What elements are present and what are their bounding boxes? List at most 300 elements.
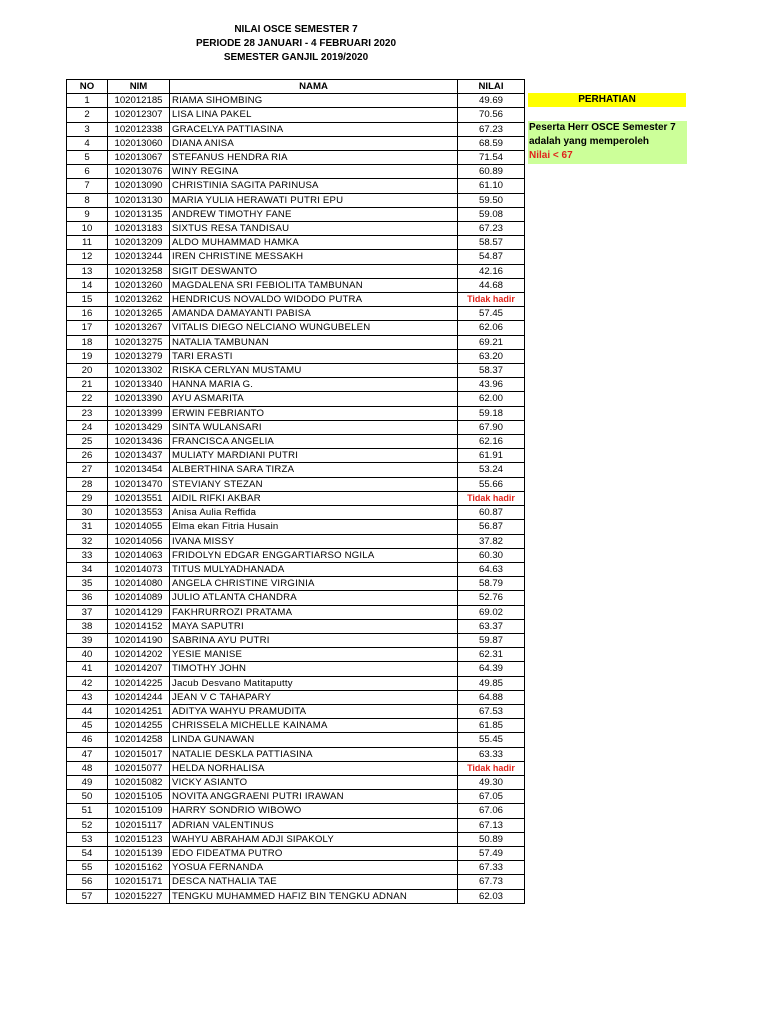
student-name: JEAN V C TAHAPARY <box>170 690 458 704</box>
student-name: IREN CHRISTINE MESSAKH <box>170 250 458 264</box>
grade-value: 68.59 <box>458 136 525 150</box>
student-id: 102014244 <box>108 690 170 704</box>
student-name: NATALIA TAMBUNAN <box>170 335 458 349</box>
grade-value: 50.89 <box>458 832 525 846</box>
row-number: 21 <box>67 378 108 392</box>
grade-value: 56.87 <box>458 520 525 534</box>
grade-value: Tidak hadir <box>458 491 525 505</box>
row-number: 9 <box>67 207 108 221</box>
grade-value: 37.82 <box>458 534 525 548</box>
student-name: DESCA NATHALIA TAE <box>170 875 458 889</box>
table-row <box>67 136 525 150</box>
student-id: 102015117 <box>108 818 170 832</box>
grade-value: 62.03 <box>458 889 525 903</box>
student-id: 102014207 <box>108 662 170 676</box>
row-number: 48 <box>67 761 108 775</box>
row-number: 4 <box>67 136 108 150</box>
student-name: MAGDALENA SRI FEBIOLITA TAMBUNAN <box>170 278 458 292</box>
student-name: NATALIE DESKLA PATTIASINA <box>170 747 458 761</box>
student-name: CHRISSELA MICHELLE KAINAMA <box>170 719 458 733</box>
table-row <box>67 761 525 775</box>
student-name: YESIE MANISE <box>170 648 458 662</box>
grade-value: 60.89 <box>458 165 525 179</box>
table-row <box>67 889 525 903</box>
grade-value: 67.73 <box>458 875 525 889</box>
table-row <box>67 321 525 335</box>
column-header-nim: NIM <box>108 80 170 94</box>
row-number: 24 <box>67 420 108 434</box>
student-id: 102013302 <box>108 364 170 378</box>
grade-value: 43.96 <box>458 378 525 392</box>
student-id: 102012338 <box>108 122 170 136</box>
table-row <box>67 804 525 818</box>
table-row <box>67 846 525 860</box>
row-number: 5 <box>67 151 108 165</box>
grade-value: 67.90 <box>458 420 525 434</box>
table-row <box>67 605 525 619</box>
row-number: 47 <box>67 747 108 761</box>
table-row <box>67 463 525 477</box>
table-row <box>67 577 525 591</box>
table-row <box>67 349 525 363</box>
grade-value: 53.24 <box>458 463 525 477</box>
row-number: 19 <box>67 349 108 363</box>
student-id: 102015082 <box>108 775 170 789</box>
student-name: ANGELA CHRISTINE VIRGINIA <box>170 577 458 591</box>
table-row <box>67 648 525 662</box>
row-number: 32 <box>67 534 108 548</box>
table-row <box>67 477 525 491</box>
table-row <box>67 506 525 520</box>
student-id: 102015109 <box>108 804 170 818</box>
row-number: 55 <box>67 861 108 875</box>
grade-value: 67.23 <box>458 222 525 236</box>
grade-value: 62.31 <box>458 648 525 662</box>
student-id: 102014258 <box>108 733 170 747</box>
student-name: HENDRICUS NOVALDO WIDODO PUTRA <box>170 293 458 307</box>
table-row <box>67 378 525 392</box>
grade-value: Tidak hadir <box>458 293 525 307</box>
table-row <box>67 690 525 704</box>
table-row <box>67 747 525 761</box>
table-row <box>67 250 525 264</box>
table-row <box>67 420 525 434</box>
student-name: MULIATY MARDIANI PUTRI <box>170 449 458 463</box>
grade-value: 52.76 <box>458 591 525 605</box>
student-name: AYU ASMARITA <box>170 392 458 406</box>
grade-value: Tidak hadir <box>458 761 525 775</box>
notice-title: PERHATIAN <box>528 93 686 107</box>
student-id: 102013076 <box>108 165 170 179</box>
student-name: HANNA MARIA G. <box>170 378 458 392</box>
table-row <box>67 676 525 690</box>
student-id: 102013267 <box>108 321 170 335</box>
student-id: 102015171 <box>108 875 170 889</box>
student-id: 102013340 <box>108 378 170 392</box>
table-row <box>67 520 525 534</box>
student-name: IVANA MISSY <box>170 534 458 548</box>
student-name: ADITYA WAHYU PRAMUDITA <box>170 704 458 718</box>
grade-value: 59.08 <box>458 207 525 221</box>
row-number: 50 <box>67 790 108 804</box>
table-row <box>67 562 525 576</box>
grade-value: 67.13 <box>458 818 525 832</box>
student-name: JULIO ATLANTA CHANDRA <box>170 591 458 605</box>
student-name: FRANCISCA ANGELIA <box>170 435 458 449</box>
table-row <box>67 449 525 463</box>
student-name: TIMOTHY JOHN <box>170 662 458 676</box>
grade-value: 42.16 <box>458 264 525 278</box>
student-name: YOSUA FERNANDA <box>170 861 458 875</box>
row-number: 1 <box>67 94 108 108</box>
table-row <box>67 165 525 179</box>
grade-value: 64.63 <box>458 562 525 576</box>
table-row <box>67 207 525 221</box>
grade-value: 62.06 <box>458 321 525 335</box>
student-name: VICKY ASIANTO <box>170 775 458 789</box>
student-id: 102013135 <box>108 207 170 221</box>
student-id: 102013551 <box>108 491 170 505</box>
row-number: 37 <box>67 605 108 619</box>
student-id: 102012185 <box>108 94 170 108</box>
grade-value: 55.45 <box>458 733 525 747</box>
student-id: 102015162 <box>108 861 170 875</box>
row-number: 28 <box>67 477 108 491</box>
row-number: 40 <box>67 648 108 662</box>
student-name: WINY REGINA <box>170 165 458 179</box>
table-row <box>67 775 525 789</box>
student-name: SIGIT DESWANTO <box>170 264 458 278</box>
table-row <box>67 151 525 165</box>
row-number: 41 <box>67 662 108 676</box>
student-id: 102014055 <box>108 520 170 534</box>
row-number: 54 <box>67 846 108 860</box>
row-number: 46 <box>67 733 108 747</box>
grade-value: 54.87 <box>458 250 525 264</box>
grade-value: 59.87 <box>458 633 525 647</box>
student-name: LISA LINA PAKEL <box>170 108 458 122</box>
grade-value: 49.69 <box>458 94 525 108</box>
row-number: 11 <box>67 236 108 250</box>
student-id: 102013399 <box>108 406 170 420</box>
row-number: 2 <box>67 108 108 122</box>
row-number: 6 <box>67 165 108 179</box>
table-row <box>67 406 525 420</box>
student-id: 102013067 <box>108 151 170 165</box>
table-row <box>67 818 525 832</box>
grade-value: 63.33 <box>458 747 525 761</box>
table-row <box>67 179 525 193</box>
student-id: 102015017 <box>108 747 170 761</box>
row-number: 15 <box>67 293 108 307</box>
table-row <box>67 534 525 548</box>
student-name: CHRISTINIA SAGITA PARINUSA <box>170 179 458 193</box>
row-number: 38 <box>67 619 108 633</box>
student-id: 102013130 <box>108 193 170 207</box>
table-row <box>67 548 525 562</box>
grade-value: 67.05 <box>458 790 525 804</box>
student-name: NOVITA ANGGRAENI PUTRI IRAWAN <box>170 790 458 804</box>
student-name: VITALIS DIEGO NELCIANO WUNGUBELEN <box>170 321 458 335</box>
grade-value: 57.45 <box>458 307 525 321</box>
student-name: ALBERTHINA SARA TIRZA <box>170 463 458 477</box>
row-number: 56 <box>67 875 108 889</box>
student-id: 102013436 <box>108 435 170 449</box>
row-number: 36 <box>67 591 108 605</box>
row-number: 45 <box>67 719 108 733</box>
grades-table <box>66 79 525 904</box>
row-number: 10 <box>67 222 108 236</box>
student-name: MARIA YULIA HERAWATI PUTRI EPU <box>170 193 458 207</box>
row-number: 35 <box>67 577 108 591</box>
student-id: 102015077 <box>108 761 170 775</box>
student-id: 102015123 <box>108 832 170 846</box>
document-header <box>150 23 442 65</box>
grade-value: 60.30 <box>458 548 525 562</box>
table-header-row <box>67 80 525 94</box>
row-number: 13 <box>67 264 108 278</box>
grade-value: 67.53 <box>458 704 525 718</box>
column-header-nama: NAMA <box>170 80 458 94</box>
table-row <box>67 307 525 321</box>
table-row <box>67 108 525 122</box>
student-name: EDO FIDEATMA PUTRO <box>170 846 458 860</box>
grade-value: 69.02 <box>458 605 525 619</box>
row-number: 33 <box>67 548 108 562</box>
row-number: 23 <box>67 406 108 420</box>
column-header-nilai: NILAI <box>458 80 525 94</box>
student-id: 102014202 <box>108 648 170 662</box>
student-id: 102013258 <box>108 264 170 278</box>
row-number: 52 <box>67 818 108 832</box>
row-number: 29 <box>67 491 108 505</box>
student-id: 102015105 <box>108 790 170 804</box>
column-header-no: NO <box>67 80 108 94</box>
grade-value: 67.33 <box>458 861 525 875</box>
student-id: 102013470 <box>108 477 170 491</box>
row-number: 39 <box>67 633 108 647</box>
notice-line-1: Peserta Herr OSCE Semester 7 <box>529 122 676 133</box>
student-id: 102013183 <box>108 222 170 236</box>
table-row <box>67 335 525 349</box>
row-number: 20 <box>67 364 108 378</box>
row-number: 22 <box>67 392 108 406</box>
grade-value: 61.10 <box>458 179 525 193</box>
row-number: 30 <box>67 506 108 520</box>
grade-value: 64.88 <box>458 690 525 704</box>
student-name: FRIDOLYN EDGAR ENGGARTIARSO NGILA <box>170 548 458 562</box>
grade-value: 58.57 <box>458 236 525 250</box>
student-id: 102013454 <box>108 463 170 477</box>
table-row <box>67 790 525 804</box>
header-semester: SEMESTER GANJIL 2019/2020 <box>223 52 369 63</box>
student-id: 102013275 <box>108 335 170 349</box>
student-id: 102014056 <box>108 534 170 548</box>
student-name: TENGKU MUHAMMED HAFIZ BIN TENGKU ADNAN <box>170 889 458 903</box>
grade-value: 59.18 <box>458 406 525 420</box>
student-id: 102013060 <box>108 136 170 150</box>
table-row <box>67 861 525 875</box>
student-id: 102013260 <box>108 278 170 292</box>
student-name: DIANA ANISA <box>170 136 458 150</box>
student-name: GRACELYA PATTIASINA <box>170 122 458 136</box>
table-row <box>67 662 525 676</box>
student-id: 102013437 <box>108 449 170 463</box>
student-name: SINTA WULANSARI <box>170 420 458 434</box>
student-id: 102014063 <box>108 548 170 562</box>
student-name: SIXTUS RESA TANDISAU <box>170 222 458 236</box>
student-name: RIAMA SIHOMBING <box>170 94 458 108</box>
row-number: 27 <box>67 463 108 477</box>
student-id: 102013209 <box>108 236 170 250</box>
row-number: 12 <box>67 250 108 264</box>
student-name: STEFANUS HENDRA RIA <box>170 151 458 165</box>
student-id: 102014255 <box>108 719 170 733</box>
row-number: 3 <box>67 122 108 136</box>
row-number: 8 <box>67 193 108 207</box>
grade-value: 58.79 <box>458 577 525 591</box>
table-row <box>67 733 525 747</box>
grade-value: 61.85 <box>458 719 525 733</box>
student-id: 102012307 <box>108 108 170 122</box>
header-title: NILAI OSCE SEMESTER 7 <box>234 24 358 35</box>
student-id: 102015227 <box>108 889 170 903</box>
student-name: HARRY SONDRIO WIBOWO <box>170 804 458 818</box>
student-id: 102013279 <box>108 349 170 363</box>
row-number: 25 <box>67 435 108 449</box>
student-name: RISKA CERLYAN MUSTAMU <box>170 364 458 378</box>
grade-value: 58.37 <box>458 364 525 378</box>
row-number: 44 <box>67 704 108 718</box>
table-row <box>67 293 525 307</box>
grade-value: 67.23 <box>458 122 525 136</box>
table-row <box>67 122 525 136</box>
table-row <box>67 392 525 406</box>
table-row <box>67 193 525 207</box>
student-id: 102014190 <box>108 633 170 647</box>
grade-value: 62.00 <box>458 392 525 406</box>
row-number: 31 <box>67 520 108 534</box>
student-id: 102013429 <box>108 420 170 434</box>
student-name: ALDO MUHAMMAD HAMKA <box>170 236 458 250</box>
grade-value: 59.50 <box>458 193 525 207</box>
student-name: TARI ERASTI <box>170 349 458 363</box>
student-name: Elma ekan Fitria Husain <box>170 520 458 534</box>
student-name: ERWIN FEBRIANTO <box>170 406 458 420</box>
header-period: PERIODE 28 JANUARI - 4 FEBRUARI 2020 <box>195 38 397 49</box>
student-id: 102013090 <box>108 179 170 193</box>
student-id: 102013390 <box>108 392 170 406</box>
student-id: 102014129 <box>108 605 170 619</box>
row-number: 34 <box>67 562 108 576</box>
student-name: FAKHRURROZI PRATAMA <box>170 605 458 619</box>
student-name: Jacub Desvano Matitaputty <box>170 676 458 690</box>
student-id: 102014251 <box>108 704 170 718</box>
table-row <box>67 236 525 250</box>
table-row <box>67 435 525 449</box>
grade-value: 67.06 <box>458 804 525 818</box>
student-id: 102014089 <box>108 591 170 605</box>
table-row <box>67 364 525 378</box>
table-row <box>67 222 525 236</box>
student-name: HELDA NORHALISA <box>170 761 458 775</box>
grade-value: 64.39 <box>458 662 525 676</box>
student-name: SABRINA AYU PUTRI <box>170 633 458 647</box>
row-number: 17 <box>67 321 108 335</box>
notice-threshold: Nilai < 67 <box>529 150 573 162</box>
notice-line-2: adalah yang memperoleh <box>529 136 650 148</box>
table-row <box>67 278 525 292</box>
grade-value: 70.56 <box>458 108 525 122</box>
table-row <box>67 633 525 647</box>
table-row <box>67 704 525 718</box>
row-number: 51 <box>67 804 108 818</box>
grade-value: 71.54 <box>458 151 525 165</box>
student-name: MAYA SAPUTRI <box>170 619 458 633</box>
student-id: 102013265 <box>108 307 170 321</box>
grade-value: 55.66 <box>458 477 525 491</box>
grades-table-body <box>67 94 525 904</box>
student-id: 102013244 <box>108 250 170 264</box>
row-number: 14 <box>67 278 108 292</box>
student-id: 102013262 <box>108 293 170 307</box>
student-name: ANDREW TIMOTHY FANE <box>170 207 458 221</box>
student-name: LINDA GUNAWAN <box>170 733 458 747</box>
table-row <box>67 875 525 889</box>
row-number: 16 <box>67 307 108 321</box>
grade-value: 62.16 <box>458 435 525 449</box>
table-row <box>67 264 525 278</box>
row-number: 53 <box>67 832 108 846</box>
student-id: 102015139 <box>108 846 170 860</box>
student-id: 102013553 <box>108 506 170 520</box>
student-name: STEVIANY STEZAN <box>170 477 458 491</box>
student-id: 102014225 <box>108 676 170 690</box>
student-id: 102014073 <box>108 562 170 576</box>
student-id: 102014080 <box>108 577 170 591</box>
row-number: 49 <box>67 775 108 789</box>
row-number: 42 <box>67 676 108 690</box>
grade-value: 69.21 <box>458 335 525 349</box>
notice-box <box>528 121 687 164</box>
student-name: ADRIAN VALENTINUS <box>170 818 458 832</box>
row-number: 57 <box>67 889 108 903</box>
student-name: AMANDA DAMAYANTI PABISA <box>170 307 458 321</box>
grade-value: 60.87 <box>458 506 525 520</box>
row-number: 26 <box>67 449 108 463</box>
grade-value: 63.20 <box>458 349 525 363</box>
table-row <box>67 832 525 846</box>
student-name: WAHYU ABRAHAM ADJI SIPAKOLY <box>170 832 458 846</box>
student-name: Anisa Aulia Reffida <box>170 506 458 520</box>
row-number: 7 <box>67 179 108 193</box>
student-id: 102014152 <box>108 619 170 633</box>
grade-value: 49.85 <box>458 676 525 690</box>
row-number: 18 <box>67 335 108 349</box>
table-row <box>67 591 525 605</box>
row-number: 43 <box>67 690 108 704</box>
grade-value: 44.68 <box>458 278 525 292</box>
table-row <box>67 94 525 108</box>
table-row <box>67 491 525 505</box>
grade-value: 63.37 <box>458 619 525 633</box>
student-name: AIDIL RIFKI AKBAR <box>170 491 458 505</box>
table-row <box>67 719 525 733</box>
student-name: TITUS MULYADHANADA <box>170 562 458 576</box>
grade-value: 61.91 <box>458 449 525 463</box>
grade-value: 49.30 <box>458 775 525 789</box>
table-row <box>67 619 525 633</box>
